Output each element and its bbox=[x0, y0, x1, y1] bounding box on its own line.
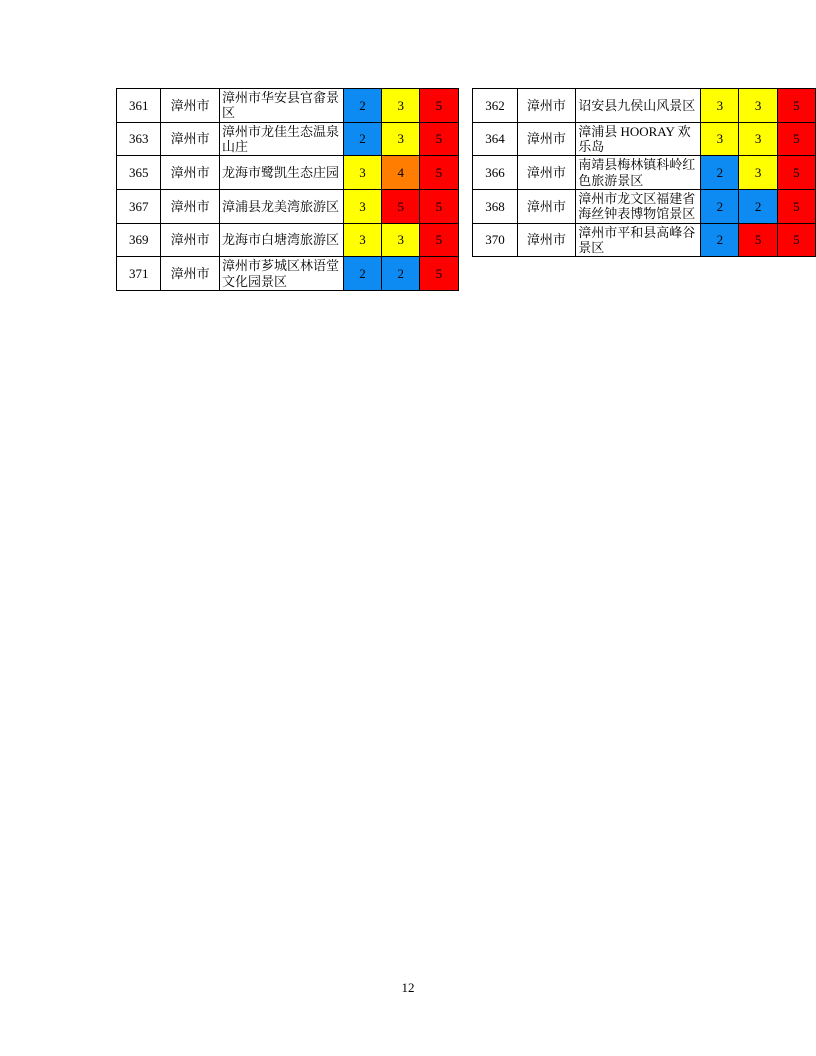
score-cell: 5 bbox=[777, 89, 815, 123]
column-gap bbox=[458, 122, 473, 156]
row-city: 漳州市 bbox=[161, 156, 220, 190]
score-cell: 5 bbox=[420, 156, 458, 190]
empty-cell bbox=[777, 257, 815, 291]
row-name: 漳浦县龙美湾旅游区 bbox=[219, 189, 343, 223]
score-cell: 5 bbox=[420, 89, 458, 123]
row-city: 漳州市 bbox=[517, 122, 576, 156]
row-city: 漳州市 bbox=[161, 223, 220, 257]
row-name: 龙海市鹭凯生态庄园 bbox=[219, 156, 343, 190]
row-name: 漳州市平和县高峰谷景区 bbox=[576, 223, 701, 257]
score-cell: 5 bbox=[777, 189, 815, 223]
score-cell: 3 bbox=[343, 189, 381, 223]
empty-cell bbox=[473, 257, 517, 291]
score-cell: 3 bbox=[382, 122, 420, 156]
table-row bbox=[117, 122, 816, 156]
row-city: 漳州市 bbox=[517, 223, 576, 257]
score-cell: 2 bbox=[701, 223, 739, 257]
row-index: 366 bbox=[473, 156, 517, 190]
score-cell: 2 bbox=[343, 89, 381, 123]
row-index: 371 bbox=[117, 257, 161, 291]
score-cell: 5 bbox=[382, 189, 420, 223]
row-name: 漳州市龙佳生态温泉山庄 bbox=[219, 122, 343, 156]
score-cell: 3 bbox=[343, 223, 381, 257]
row-city: 漳州市 bbox=[517, 189, 576, 223]
score-cell: 3 bbox=[701, 89, 739, 123]
score-cell: 5 bbox=[777, 122, 815, 156]
table-row bbox=[117, 189, 816, 223]
row-name: 南靖县梅林镇科岭红色旅游景区 bbox=[576, 156, 701, 190]
row-index: 369 bbox=[117, 223, 161, 257]
score-cell: 3 bbox=[701, 122, 739, 156]
score-cell: 2 bbox=[701, 156, 739, 190]
row-name: 漳州市龙文区福建省海丝钟表博物馆景区 bbox=[576, 189, 701, 223]
score-cell: 3 bbox=[739, 122, 777, 156]
empty-cell bbox=[701, 257, 739, 291]
row-name: 诏安县九侯山风景区 bbox=[576, 89, 701, 123]
score-cell: 3 bbox=[739, 89, 777, 123]
score-cell: 3 bbox=[382, 223, 420, 257]
row-name: 漳浦县 HOORAY 欢乐岛 bbox=[576, 122, 701, 156]
row-city: 漳州市 bbox=[517, 156, 576, 190]
score-cell: 5 bbox=[420, 122, 458, 156]
row-index: 370 bbox=[473, 223, 517, 257]
row-city: 漳州市 bbox=[161, 257, 220, 291]
row-city: 漳州市 bbox=[161, 189, 220, 223]
score-cell: 5 bbox=[420, 189, 458, 223]
column-gap bbox=[458, 156, 473, 190]
empty-cell bbox=[739, 257, 777, 291]
column-gap bbox=[458, 89, 473, 123]
score-cell: 3 bbox=[739, 156, 777, 190]
column-gap bbox=[458, 189, 473, 223]
row-index: 365 bbox=[117, 156, 161, 190]
score-cell: 2 bbox=[739, 189, 777, 223]
empty-cell bbox=[576, 257, 701, 291]
row-city: 漳州市 bbox=[161, 122, 220, 156]
row-index: 364 bbox=[473, 122, 517, 156]
score-cell: 5 bbox=[420, 257, 458, 291]
row-city: 漳州市 bbox=[517, 89, 576, 123]
score-cell: 5 bbox=[739, 223, 777, 257]
row-index: 361 bbox=[117, 89, 161, 123]
table-row bbox=[117, 156, 816, 190]
table-row bbox=[117, 89, 816, 123]
score-cell: 3 bbox=[382, 89, 420, 123]
row-index: 368 bbox=[473, 189, 517, 223]
column-gap bbox=[458, 257, 473, 291]
empty-cell bbox=[517, 257, 576, 291]
score-cell: 2 bbox=[701, 189, 739, 223]
scenic-spot-table-wrapper bbox=[116, 88, 816, 291]
score-cell: 2 bbox=[343, 122, 381, 156]
score-cell: 3 bbox=[343, 156, 381, 190]
score-cell: 4 bbox=[382, 156, 420, 190]
column-gap bbox=[458, 223, 473, 257]
row-index: 363 bbox=[117, 122, 161, 156]
scenic-spot-table bbox=[116, 88, 816, 291]
page-number: 12 bbox=[401, 980, 415, 995]
score-cell: 5 bbox=[777, 223, 815, 257]
score-cell: 5 bbox=[777, 156, 815, 190]
table-row bbox=[117, 257, 816, 291]
row-index: 367 bbox=[117, 189, 161, 223]
score-cell: 2 bbox=[382, 257, 420, 291]
row-name: 龙海市白塘湾旅游区 bbox=[219, 223, 343, 257]
row-name: 漳州市华安县官畲景区 bbox=[219, 89, 343, 123]
table-row bbox=[117, 223, 816, 257]
row-city: 漳州市 bbox=[161, 89, 220, 123]
score-cell: 2 bbox=[343, 257, 381, 291]
table-body bbox=[117, 89, 816, 291]
row-index: 362 bbox=[473, 89, 517, 123]
row-name: 漳州市芗城区林语堂文化园景区 bbox=[219, 257, 343, 291]
score-cell: 5 bbox=[420, 223, 458, 257]
